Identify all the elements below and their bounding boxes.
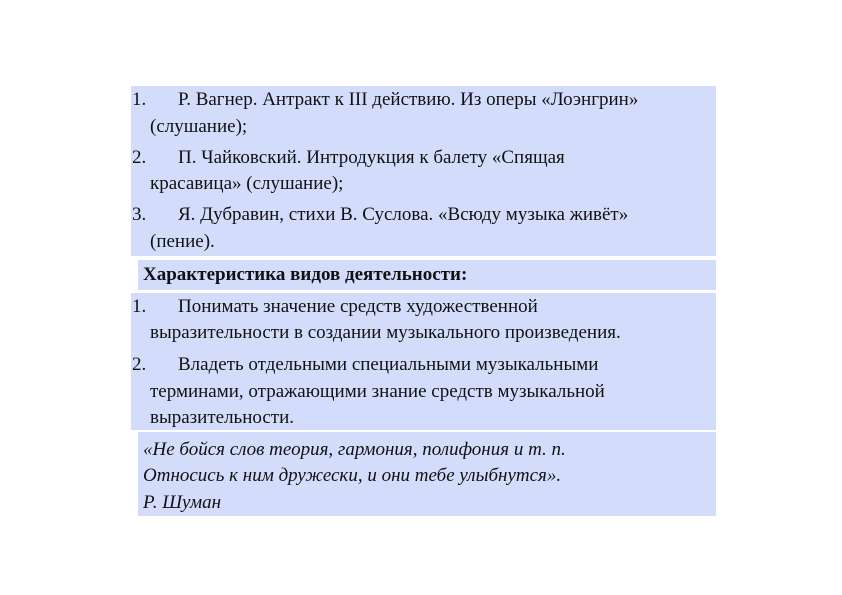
list-item-text-line: выразительности. [150, 407, 295, 428]
list-item-number: 2. [132, 354, 147, 375]
list-item-text-line: красавица» (слушание); [150, 173, 344, 194]
list-item-text-line: Р. Вагнер. Антракт к III действию. Из оперы «Лоэнгрин» [178, 89, 639, 110]
list-item-number: 3. [132, 204, 147, 225]
list-item-text-line: Понимать значение средств художественной [178, 296, 538, 317]
list-item-text-line: Я. Дубравин, стихи В. Суслова. «Всюду музыка живёт» [178, 204, 629, 225]
quote-line: Относись к ним дружески, и они тебе улыбнутся». [143, 465, 562, 486]
list-item-number: 2. [132, 147, 147, 168]
list-item-text-line: П. Чайковский. Интродукция к балету «Спящая [178, 147, 565, 168]
list-item-text-line: (пение). [150, 231, 215, 252]
list-item-text-line: выразительности в создании музыкального произведения. [150, 322, 621, 343]
list-item-number: 1. [132, 296, 147, 317]
quote-line: «Не бойся слов теория, гармония, полифония и т. п. [143, 439, 566, 460]
quote-author: Р. Шуман [143, 492, 222, 513]
activities-heading: Характеристика видов деятельности: [143, 264, 468, 285]
list-item-text-line: Владеть отдельными специальными музыкальными [178, 354, 599, 375]
list-item-number: 1. [132, 89, 147, 110]
list-item-text-line: терминами, отражающими знание средств музыкальной [150, 381, 605, 402]
list-item-text-line: (слушание); [150, 116, 248, 137]
